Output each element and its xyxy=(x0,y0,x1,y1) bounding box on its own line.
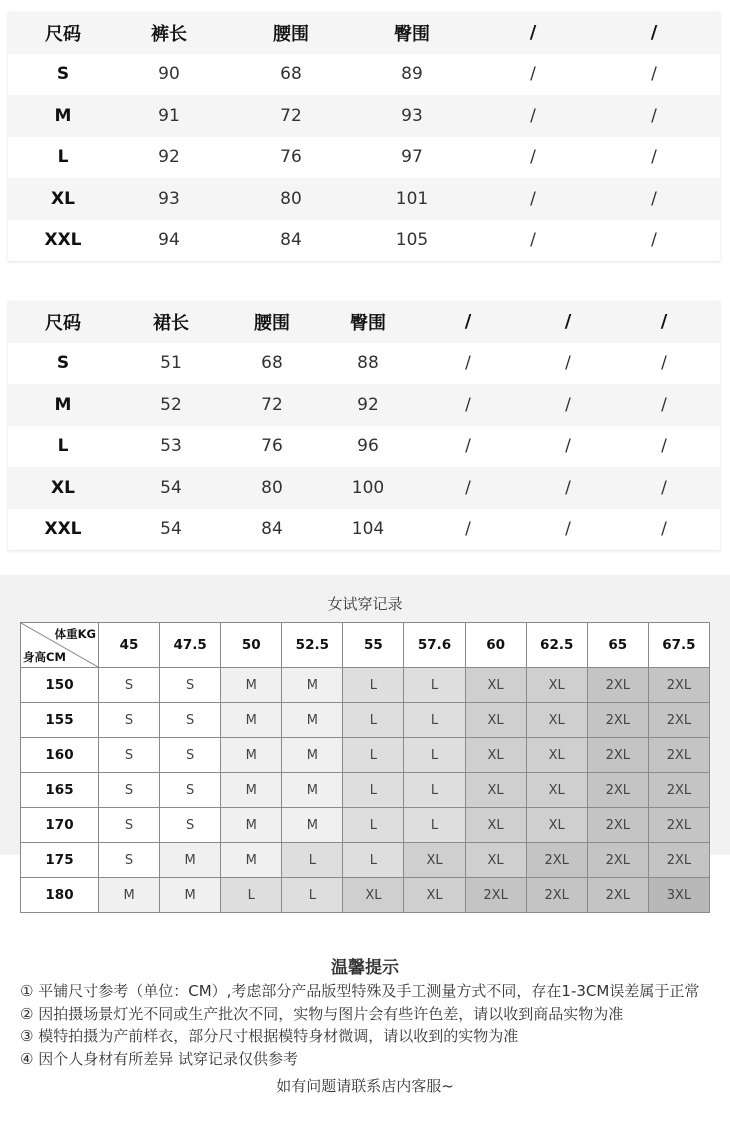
recommended-size-cell: S xyxy=(160,808,221,843)
recommended-size-cell: 2XL xyxy=(648,808,709,843)
skirt-header-row xyxy=(8,301,720,343)
recommended-size-cell: S xyxy=(99,703,160,738)
recommended-size-cell: 2XL xyxy=(648,843,709,878)
recommended-size-cell: XL xyxy=(465,773,526,808)
height-header: 180 xyxy=(21,878,99,913)
header-waist: 腰围 xyxy=(254,312,290,334)
recommended-size-cell: 2XL xyxy=(587,703,648,738)
corner-weight-label: 体重KG xyxy=(54,627,96,641)
recommended-size-cell: XL xyxy=(465,668,526,703)
table-row: M 52 72 92 / / / xyxy=(8,384,720,426)
trial-corner-cell xyxy=(21,623,99,668)
recommended-size-cell: M xyxy=(99,878,160,913)
recommended-size-cell: XL xyxy=(404,843,465,878)
recommended-size-cell: XL xyxy=(404,878,465,913)
recommended-size-cell: M xyxy=(160,843,221,878)
recommended-size-cell: 2XL xyxy=(587,808,648,843)
table-row: XL 54 80 100 / / / xyxy=(8,467,720,509)
recommended-size-cell: 2XL xyxy=(526,843,587,878)
header-hip: 臀围 xyxy=(350,312,386,334)
header-blank-2: / xyxy=(564,311,572,333)
header-waist: 腰围 xyxy=(273,23,309,45)
pants-size-chart xyxy=(8,12,720,261)
skirt-size-chart xyxy=(8,301,720,550)
header-length: 裤长 xyxy=(151,23,187,45)
recommended-size-cell: L xyxy=(221,878,282,913)
recommended-size-cell: 2XL xyxy=(648,668,709,703)
recommended-size-cell: M xyxy=(282,808,343,843)
recommended-size-cell: M xyxy=(160,878,221,913)
recommended-size-cell: M xyxy=(221,773,282,808)
trial-row xyxy=(21,878,710,913)
recommended-size-cell: 2XL xyxy=(648,738,709,773)
trial-header-row xyxy=(21,623,710,668)
recommended-size-cell: L xyxy=(282,843,343,878)
table-row: XL 93 80 101 / / xyxy=(8,178,720,220)
weight-header: 60 xyxy=(465,623,526,668)
recommended-size-cell: XL xyxy=(526,703,587,738)
table-row: L 53 76 96 / / / xyxy=(57,436,667,457)
recommended-size-cell: XL xyxy=(465,808,526,843)
weight-header: 45 xyxy=(99,623,160,668)
trial-row xyxy=(21,703,710,738)
header-blank-2: / xyxy=(650,22,658,44)
table-row: XXL 94 84 105 / / xyxy=(44,230,657,251)
recommended-size-cell: L xyxy=(343,843,404,878)
corner-height-label: 身高CM xyxy=(23,650,66,664)
weight-header: 67.5 xyxy=(648,623,709,668)
weight-header: 62.5 xyxy=(526,623,587,668)
table-row: XXL 54 84 104 / / / xyxy=(44,519,667,540)
recommended-size-cell: 2XL xyxy=(648,703,709,738)
recommended-size-cell: 2XL xyxy=(648,773,709,808)
recommended-size-cell: L xyxy=(404,703,465,738)
height-header: 150 xyxy=(21,668,99,703)
recommended-size-cell: M xyxy=(221,843,282,878)
recommended-size-cell: XL xyxy=(465,738,526,773)
header-blank-3: / xyxy=(660,311,668,333)
recommended-size-cell: L xyxy=(404,808,465,843)
contact-service-note: 如有问题请联系店内客服~ xyxy=(276,1077,454,1095)
trial-row xyxy=(21,738,710,773)
trial-record-title: 女试穿记录 xyxy=(327,595,403,613)
trial-row xyxy=(21,668,710,703)
header-hip: 臀围 xyxy=(394,23,430,45)
recommended-size-cell: 3XL xyxy=(648,878,709,913)
recommended-size-cell: 2XL xyxy=(587,668,648,703)
tips-title: 温馨提示 xyxy=(331,958,399,978)
weight-header: 52.5 xyxy=(282,623,343,668)
header-blank-1: / xyxy=(529,22,537,44)
recommended-size-cell: XL xyxy=(526,738,587,773)
recommended-size-cell: M xyxy=(221,738,282,773)
recommended-size-cell: XL xyxy=(526,808,587,843)
recommended-size-cell: S xyxy=(99,738,160,773)
recommended-size-cell: S xyxy=(160,668,221,703)
recommended-size-cell: S xyxy=(99,808,160,843)
recommended-size-cell: S xyxy=(99,773,160,808)
recommended-size-cell: L xyxy=(343,703,404,738)
recommended-size-cell: M xyxy=(221,668,282,703)
recommended-size-cell: S xyxy=(160,773,221,808)
header-size: 尺码 xyxy=(45,23,81,45)
recommended-size-cell: M xyxy=(282,668,343,703)
recommended-size-cell: 2XL xyxy=(526,878,587,913)
weight-header: 57.6 xyxy=(404,623,465,668)
recommended-size-cell: S xyxy=(99,843,160,878)
recommended-size-cell: 2XL xyxy=(587,738,648,773)
table-row: S 51 68 88 / / / xyxy=(56,353,667,374)
weight-header: 55 xyxy=(343,623,404,668)
tip-item: ② 因拍摄场景灯光不同或生产批次不同，实物与图片会有些许色差，请以收到商品实物为准 xyxy=(20,1004,624,1023)
trial-row xyxy=(21,773,710,808)
trial-row xyxy=(21,843,710,878)
recommended-size-cell: XL xyxy=(526,773,587,808)
recommended-size-cell: XL xyxy=(465,843,526,878)
recommended-size-cell: 2XL xyxy=(587,773,648,808)
header-size: 尺码 xyxy=(45,312,81,334)
recommended-size-cell: L xyxy=(343,773,404,808)
recommended-size-cell: L xyxy=(404,773,465,808)
tips-list xyxy=(20,980,720,1070)
height-header: 155 xyxy=(21,703,99,738)
header-length: 裙长 xyxy=(153,312,189,334)
tip-item: ③ 模特拍摄为产前样衣，部分尺寸根据模特身材微调，请以收到的实物为准 xyxy=(20,1027,519,1045)
recommended-size-cell: M xyxy=(221,808,282,843)
recommended-size-cell: L xyxy=(404,738,465,773)
height-header: 175 xyxy=(21,843,99,878)
weight-header: 47.5 xyxy=(160,623,221,668)
recommended-size-cell: XL xyxy=(526,668,587,703)
height-header: 160 xyxy=(21,738,99,773)
recommended-size-cell: M xyxy=(282,738,343,773)
recommended-size-cell: S xyxy=(160,738,221,773)
recommended-size-cell: S xyxy=(160,703,221,738)
trial-record-table xyxy=(20,622,710,913)
table-row: S 90 68 89 / / xyxy=(56,64,657,85)
pants-header-row xyxy=(8,12,720,54)
trial-row xyxy=(21,808,710,843)
weight-header: 65 xyxy=(587,623,648,668)
recommended-size-cell: 2XL xyxy=(587,878,648,913)
recommended-size-cell: L xyxy=(343,808,404,843)
table-row: M 91 72 93 / / xyxy=(8,95,720,137)
recommended-size-cell: M xyxy=(221,703,282,738)
height-header: 165 xyxy=(21,773,99,808)
recommended-size-cell: 2XL xyxy=(465,878,526,913)
table-row: L 92 76 97 / / xyxy=(57,147,657,168)
recommended-size-cell: L xyxy=(343,668,404,703)
height-header: 170 xyxy=(21,808,99,843)
recommended-size-cell: XL xyxy=(465,703,526,738)
tip-item: ① 平铺尺寸参考（单位：CM）,考虑部分产品版型特殊及手工测量方式不同，存在1-3CM误差属于正常 xyxy=(20,982,700,1000)
recommended-size-cell: L xyxy=(282,878,343,913)
recommended-size-cell: XL xyxy=(343,878,404,913)
recommended-size-cell: L xyxy=(343,738,404,773)
tip-item: ④ 因个人身材有所差异 试穿记录仅供参考 xyxy=(20,1049,298,1068)
weight-header: 50 xyxy=(221,623,282,668)
recommended-size-cell: 2XL xyxy=(587,843,648,878)
recommended-size-cell: S xyxy=(99,668,160,703)
recommended-size-cell: M xyxy=(282,773,343,808)
header-blank-1: / xyxy=(464,311,472,333)
recommended-size-cell: L xyxy=(404,668,465,703)
recommended-size-cell: M xyxy=(282,703,343,738)
